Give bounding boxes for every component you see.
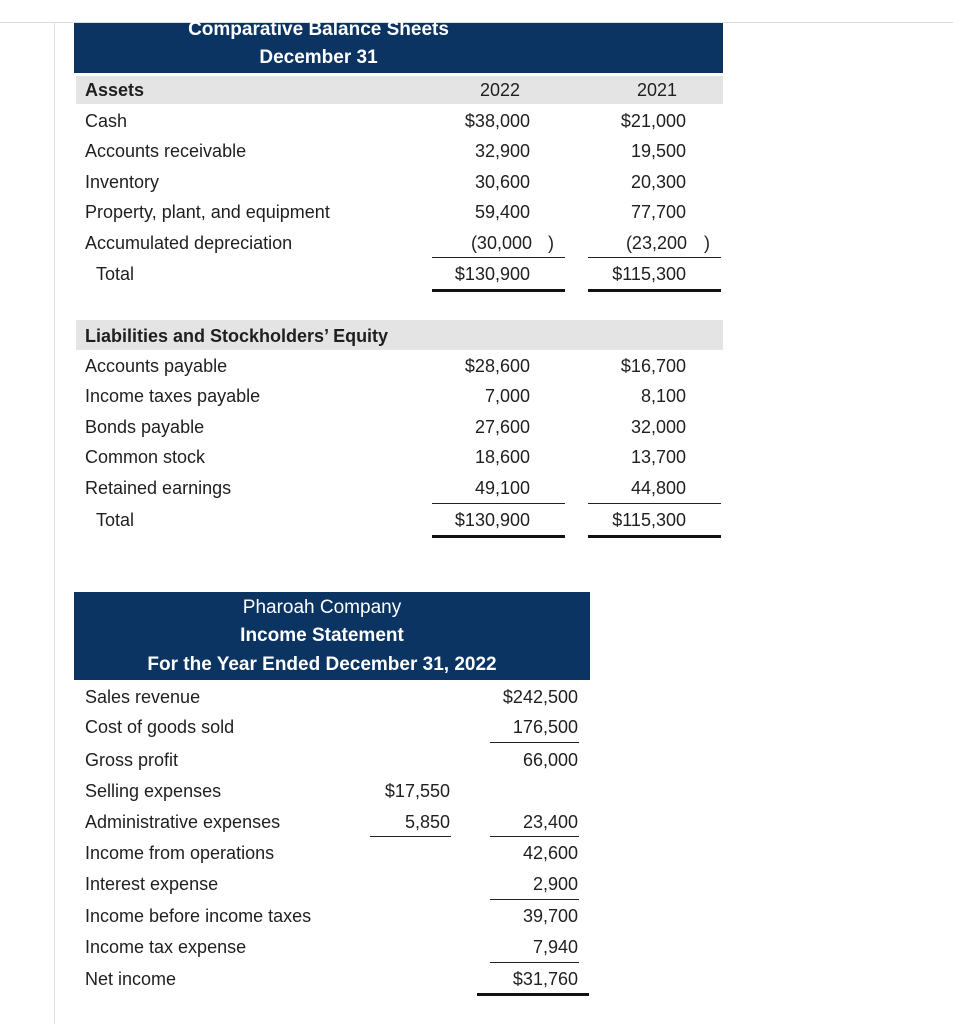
row-label: Total: [96, 264, 135, 284]
assets-header: Assets: [85, 80, 145, 100]
outer-amount: $31,760: [512, 969, 578, 989]
outer-amount: 7,940: [532, 937, 578, 957]
value-2021: (23,200: [625, 233, 687, 253]
row-label: Administrative expenses: [85, 812, 281, 832]
inner-amount: $17,550: [384, 781, 450, 801]
outer-amount: $242,500: [502, 687, 578, 707]
row-label: Total: [96, 510, 135, 530]
liabilities-header: Liabilities and Stockholders’ Equity: [85, 326, 389, 346]
value-2021: $115,300: [612, 264, 686, 284]
row-label: Income from operations: [85, 843, 275, 863]
row-label: Accounts receivable: [85, 141, 247, 161]
close-paren: ): [548, 233, 554, 253]
row-label: Bonds payable: [85, 417, 205, 437]
value-2022: $28,600: [464, 356, 530, 376]
row-label: Property, plant, and equipment: [85, 202, 330, 222]
row-label: Accounts payable: [85, 356, 228, 376]
value-2021: $115,300: [612, 510, 686, 530]
value-2021: 19,500: [630, 141, 686, 161]
outer-amount: 39,700: [522, 906, 578, 926]
subtotal-rule: [490, 742, 579, 743]
value-2022: 59,400: [474, 202, 530, 222]
row-label: Inventory: [85, 172, 160, 192]
value-2022: $38,000: [464, 111, 530, 131]
subtotal-rule: [490, 899, 579, 900]
subtotal-rule: [588, 503, 721, 504]
value-2021: 20,300: [630, 172, 686, 192]
outer-amount: 2,900: [532, 874, 578, 894]
value-2022: 30,600: [474, 172, 530, 192]
total-rule: [432, 289, 565, 292]
balance-sheet-date: December 31: [259, 47, 378, 68]
value-2021: 32,000: [630, 417, 686, 437]
value-2022: $130,900: [454, 510, 530, 530]
subtotal-rule: [432, 503, 565, 504]
row-label: Sales revenue: [85, 687, 201, 707]
value-2021: 8,100: [640, 386, 686, 406]
value-2021: 44,800: [630, 478, 686, 498]
total-rule: [588, 289, 721, 292]
row-label: Income taxes payable: [85, 386, 261, 406]
row-label: Income before income taxes: [85, 906, 312, 926]
row-label: Net income: [85, 969, 177, 989]
company-name: Pharoah Company: [242, 597, 402, 618]
outer-amount: 42,600: [522, 843, 578, 863]
value-2022: 49,100: [474, 478, 530, 498]
value-2022: 7,000: [484, 386, 530, 406]
close-paren: ): [704, 233, 710, 253]
subtotal-rule: [490, 836, 579, 837]
outer-amount: 176,500: [512, 717, 578, 737]
outer-amount: 23,400: [522, 812, 578, 832]
year-2022-header: 2022: [479, 80, 521, 100]
subtotal-rule: [490, 962, 579, 963]
total-rule: [432, 535, 565, 538]
row-label: Common stock: [85, 447, 206, 467]
subtotal-rule: [370, 836, 451, 837]
row-label: Selling expenses: [85, 781, 222, 801]
row-label: Accumulated depreciation: [85, 233, 293, 253]
year-2021-header: 2021: [636, 80, 678, 100]
row-label: Cost of goods sold: [85, 717, 235, 737]
value-2021: $21,000: [620, 111, 686, 131]
row-label: Interest expense: [85, 874, 219, 894]
inner-amount: 5,850: [404, 812, 450, 832]
total-rule: [477, 993, 589, 996]
row-label: Cash: [85, 111, 128, 131]
value-2022: 32,900: [474, 141, 530, 161]
total-rule: [588, 535, 721, 538]
value-2022: (30,000: [470, 233, 532, 253]
value-2021: 77,700: [630, 202, 686, 222]
balance-sheet-header: [74, 19, 723, 73]
subtotal-rule: [588, 257, 721, 258]
value-2022: 27,600: [474, 417, 530, 437]
statement-title: Income Statement: [240, 625, 404, 646]
outer-amount: 66,000: [522, 750, 578, 770]
balance-sheet-title: Comparative Balance Sheets: [188, 19, 449, 40]
page-left-border: [54, 23, 55, 1024]
value-2022: 18,600: [474, 447, 530, 467]
value-2022: $130,900: [454, 264, 530, 284]
income-statement-header: [74, 592, 590, 680]
row-label: Income tax expense: [85, 937, 247, 957]
subtotal-rule: [432, 257, 565, 258]
row-label: Retained earnings: [85, 478, 232, 498]
value-2021: $16,700: [620, 356, 686, 376]
row-label: Gross profit: [85, 750, 179, 770]
statement-period: For the Year Ended December 31, 2022: [147, 654, 497, 675]
value-2021: 13,700: [630, 447, 686, 467]
